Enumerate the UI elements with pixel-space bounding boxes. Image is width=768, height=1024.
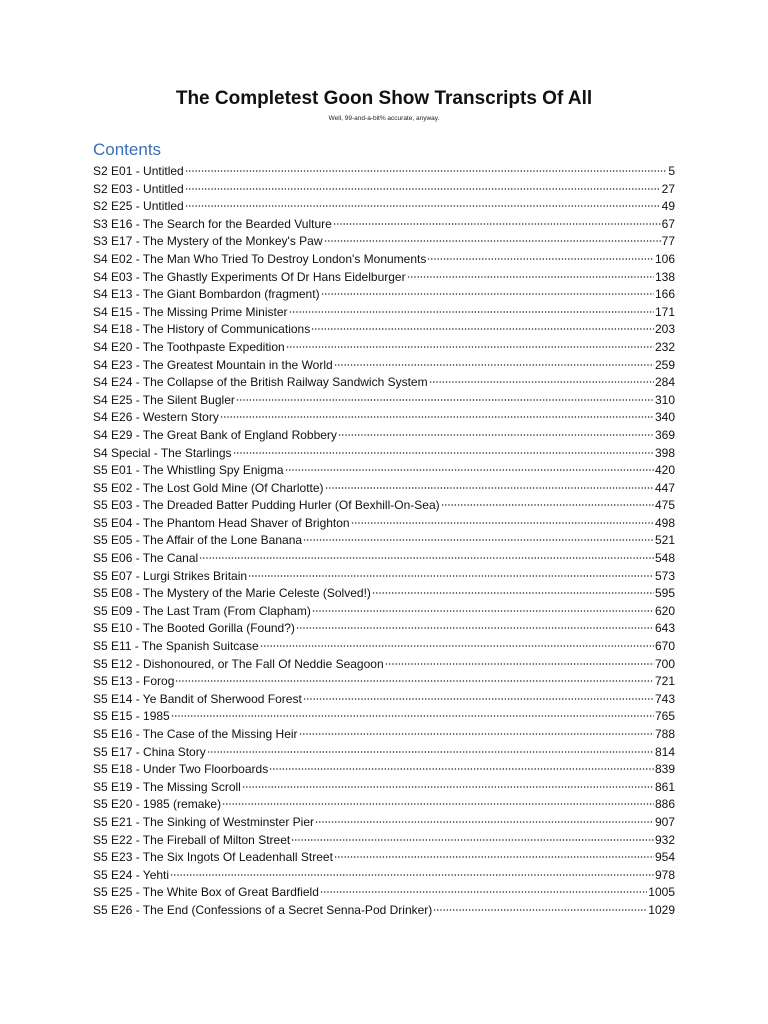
toc-entry[interactable] <box>93 657 675 675</box>
toc-entry-page-number: 498 <box>654 515 675 530</box>
toc-entry-title: S5 E23 - The Six Ingots Of Leadenhall Street <box>93 850 333 865</box>
toc-entry-title: S4 E13 - The Giant Bombardon (fragment) <box>93 287 320 302</box>
toc-dot-leader <box>334 364 654 366</box>
toc-entry[interactable] <box>93 498 675 516</box>
toc-entry[interactable] <box>93 252 675 270</box>
toc-dot-leader <box>407 276 654 278</box>
toc-entry-title: S4 E03 - The Ghastly Experiments Of Dr Hans Eidelburger <box>93 269 406 284</box>
toc-entry-title: S4 E02 - The Man Who Tried To Destroy London's Monuments <box>93 251 427 266</box>
toc-entry-page-number: 861 <box>654 779 675 794</box>
toc-dot-leader <box>338 434 654 436</box>
toc-entry-page-number: 548 <box>654 551 675 566</box>
toc-entry-page-number: 620 <box>654 603 675 618</box>
toc-entry[interactable] <box>93 322 675 340</box>
toc-entry[interactable] <box>93 428 675 446</box>
toc-entry-title: S5 E08 - The Mystery of the Marie Celeste (Solved!) <box>93 586 371 601</box>
toc-entry-title: S4 E25 - The Silent Bugler <box>93 392 235 407</box>
toc-entry-page-number: 310 <box>654 392 675 407</box>
toc-entry[interactable] <box>93 393 675 411</box>
toc-entry[interactable] <box>93 604 675 622</box>
toc-entry-page-number: 171 <box>654 304 675 319</box>
toc-entry-page-number: 1005 <box>648 885 675 900</box>
toc-dot-leader <box>427 258 654 260</box>
toc-entry-title: S4 E29 - The Great Bank of England Robbery <box>93 427 337 442</box>
toc-entry-page-number: 839 <box>654 762 675 777</box>
toc-entry[interactable] <box>93 797 675 815</box>
toc-entry-title: S5 E24 - Yehti <box>93 867 170 882</box>
toc-dot-leader <box>333 223 661 225</box>
toc-dot-leader <box>325 487 654 489</box>
toc-entry[interactable] <box>93 516 675 534</box>
toc-entry-title: S5 E11 - The Spanish Suitcase <box>93 639 259 654</box>
toc-dot-leader <box>185 170 668 172</box>
toc-entry-title: S5 E20 - 1985 (remake) <box>93 797 222 812</box>
toc-entry-title: S2 E25 - Untitled <box>93 199 184 214</box>
toc-entry-page-number: 643 <box>654 621 675 636</box>
toc-entry-page-number: 398 <box>654 445 675 460</box>
toc-entry-title: S5 E22 - The Fireball of Milton Street <box>93 832 291 847</box>
document-title: The Completest Goon Show Transcripts Of All <box>175 88 593 109</box>
toc-entry-page-number: 203 <box>654 322 675 337</box>
toc-entry-title: S4 E23 - The Greatest Mountain in the World <box>93 357 333 372</box>
toc-entry[interactable] <box>93 569 675 587</box>
toc-dot-leader <box>433 909 647 911</box>
toc-entry-title: S5 E13 - Forog <box>93 674 175 689</box>
toc-entry-title: S5 E06 - The Canal <box>93 551 199 566</box>
toc-dot-leader <box>286 346 654 348</box>
toc-dot-leader <box>242 786 654 788</box>
toc-entry-page-number: 420 <box>654 463 675 478</box>
toc-entry[interactable] <box>93 358 675 376</box>
toc-dot-leader <box>170 874 654 876</box>
toc-entry[interactable] <box>93 621 675 639</box>
toc-entry-title: S5 E14 - Ye Bandit of Sherwood Forest <box>93 691 302 706</box>
toc-entry-page-number: 700 <box>654 656 675 671</box>
toc-entry[interactable] <box>93 481 675 499</box>
toc-dot-leader <box>312 610 654 612</box>
toc-entry-page-number: 1029 <box>648 902 675 917</box>
toc-entry[interactable] <box>93 727 675 745</box>
toc-entry-page-number: 369 <box>654 427 675 442</box>
toc-entry-title: S5 E21 - The Sinking of Westminster Pier <box>93 814 314 829</box>
toc-entry[interactable] <box>93 868 675 886</box>
toc-dot-leader <box>248 575 654 577</box>
toc-entry-page-number: 954 <box>654 850 675 865</box>
toc-entry-page-number: 521 <box>654 533 675 548</box>
toc-dot-leader <box>303 539 654 541</box>
toc-entry[interactable] <box>93 885 675 903</box>
toc-dot-leader <box>289 311 654 313</box>
toc-entry-title: S4 E20 - The Toothpaste Expedition <box>93 339 285 354</box>
toc-dot-leader <box>175 680 654 682</box>
toc-entry[interactable] <box>93 287 675 305</box>
toc-entry-page-number: 5 <box>668 164 675 178</box>
toc-dot-leader <box>320 891 647 893</box>
table-of-contents <box>93 164 675 921</box>
toc-entry-page-number: 573 <box>654 568 675 583</box>
toc-entry-page-number: 907 <box>654 814 675 829</box>
toc-entry-page-number: 978 <box>654 867 675 882</box>
toc-entry-page-number: 595 <box>654 586 675 601</box>
toc-entry[interactable] <box>93 833 675 851</box>
toc-entry[interactable] <box>93 305 675 323</box>
toc-entry[interactable] <box>93 815 675 833</box>
toc-entry-page-number: 932 <box>654 832 675 847</box>
toc-dot-leader <box>334 856 654 858</box>
toc-entry-title: S5 E03 - The Dreaded Batter Pudding Hurler (Of Bexhill-On-Sea) <box>93 498 440 513</box>
toc-dot-leader <box>269 768 654 770</box>
toc-entry-title: S5 E02 - The Lost Gold Mine (Of Charlotte) <box>93 480 324 495</box>
toc-dot-leader <box>220 416 654 418</box>
toc-entry-title: S4 E24 - The Collapse of the British Railway Sandwich System <box>93 375 428 390</box>
toc-entry-page-number: 814 <box>654 744 675 759</box>
toc-entry[interactable] <box>93 692 675 710</box>
toc-entry-title: S5 E09 - The Last Tram (From Clapham) <box>93 603 311 618</box>
toc-dot-leader <box>311 328 654 330</box>
toc-entry-title: S5 E10 - The Booted Gorilla (Found?) <box>93 621 295 636</box>
toc-dot-leader <box>222 803 654 805</box>
toc-entry-title: S5 E16 - The Case of the Missing Heir <box>93 727 298 741</box>
toc-entry[interactable] <box>93 850 675 868</box>
toc-dot-leader <box>207 751 654 753</box>
toc-entry[interactable] <box>93 410 675 428</box>
toc-entry-page-number: 166 <box>654 287 675 302</box>
toc-entry-title: S4 Special - The Starlings <box>93 445 232 460</box>
toc-entry[interactable] <box>93 674 675 692</box>
toc-entry-title: S3 E17 - The Mystery of the Monkey's Paw <box>93 234 323 249</box>
toc-entry-page-number: 49 <box>661 199 675 214</box>
toc-entry[interactable] <box>93 551 675 569</box>
toc-dot-leader <box>299 733 654 735</box>
toc-entry-page-number: 138 <box>654 269 675 284</box>
toc-entry[interactable] <box>93 745 675 763</box>
toc-dot-leader <box>285 469 654 471</box>
contents-heading: Contents <box>93 140 162 159</box>
toc-entry[interactable] <box>93 234 675 252</box>
toc-dot-leader <box>321 293 654 295</box>
toc-entry[interactable] <box>93 164 675 182</box>
toc-entry-title: S5 E26 - The End (Confessions of a Secret Senna-Pod Drinker) <box>93 902 433 917</box>
toc-dot-leader <box>233 452 654 454</box>
toc-entry-title: S5 E15 - 1985 <box>93 709 170 724</box>
toc-dot-leader <box>429 381 654 383</box>
toc-entry[interactable] <box>93 199 675 217</box>
toc-dot-leader <box>372 592 654 594</box>
toc-dot-leader <box>199 557 654 559</box>
toc-entry-title: S5 E18 - Under Two Floorboards <box>93 762 269 777</box>
toc-entry-title: S5 E25 - The White Box of Great Bardfield <box>93 885 319 900</box>
toc-entry-title: S5 E01 - The Whistling Spy Enigma <box>93 463 284 478</box>
toc-entry[interactable] <box>93 375 675 393</box>
toc-dot-leader <box>291 839 654 841</box>
toc-entry[interactable] <box>93 182 675 200</box>
toc-entry-page-number: 788 <box>654 727 675 741</box>
toc-entry[interactable] <box>93 446 675 464</box>
toc-entry-page-number: 259 <box>654 357 675 372</box>
toc-dot-leader <box>324 240 661 242</box>
toc-entry[interactable] <box>93 270 675 288</box>
toc-entry-title: S2 E03 - Untitled <box>93 181 184 196</box>
toc-entry[interactable] <box>93 762 675 780</box>
toc-entry[interactable] <box>93 217 675 235</box>
toc-entry[interactable] <box>93 639 675 657</box>
toc-entry[interactable] <box>93 903 675 921</box>
toc-entry-title: S5 E05 - The Affair of the Lone Banana <box>93 533 303 548</box>
document-subtitle: Well, 99-and-a-bit% accurate, anyway. <box>328 115 440 122</box>
toc-entry-page-number: 475 <box>654 498 675 513</box>
toc-entry-page-number: 743 <box>654 691 675 706</box>
toc-entry-page-number: 447 <box>654 480 675 495</box>
toc-entry-title: S5 E12 - Dishonoured, or The Fall Of Neddie Seagoon <box>93 656 384 671</box>
toc-dot-leader <box>296 627 654 629</box>
toc-entry-page-number: 284 <box>654 375 675 390</box>
toc-dot-leader <box>351 522 654 524</box>
toc-dot-leader <box>441 504 654 506</box>
toc-entry-title: S4 E26 - Western Story <box>93 410 219 425</box>
toc-entry-page-number: 106 <box>654 251 675 266</box>
toc-entry[interactable] <box>93 586 675 604</box>
toc-entry-page-number: 670 <box>654 639 675 654</box>
toc-entry-page-number: 765 <box>654 709 675 724</box>
toc-entry-title: S5 E19 - The Missing Scroll <box>93 779 241 794</box>
toc-entry-title: S4 E15 - The Missing Prime Minister <box>93 304 288 319</box>
toc-dot-leader <box>385 663 654 665</box>
toc-dot-leader <box>171 715 654 717</box>
toc-entry[interactable] <box>93 340 675 358</box>
toc-entry-page-number: 232 <box>654 339 675 354</box>
toc-entry[interactable] <box>93 463 675 481</box>
toc-dot-leader <box>185 188 661 190</box>
toc-entry-title: S2 E01 - Untitled <box>93 164 184 178</box>
toc-dot-leader <box>303 698 654 700</box>
toc-entry-title: S4 E18 - The History of Communications <box>93 322 311 337</box>
toc-dot-leader <box>185 205 661 207</box>
toc-entry-title: S3 E16 - The Search for the Bearded Vulture <box>93 216 332 231</box>
toc-entry-title: S5 E04 - The Phantom Head Shaver of Brighton <box>93 515 350 530</box>
toc-entry-title: S5 E07 - Lurgi Strikes Britain <box>93 568 248 583</box>
toc-dot-leader <box>260 645 654 647</box>
toc-entry-page-number: 886 <box>654 797 675 812</box>
toc-entry-page-number: 721 <box>654 674 675 689</box>
toc-dot-leader <box>315 821 654 823</box>
toc-entry[interactable] <box>93 533 675 551</box>
toc-entry-page-number: 340 <box>654 410 675 425</box>
toc-entry-page-number: 67 <box>661 216 675 231</box>
toc-entry-page-number: 27 <box>661 181 675 196</box>
toc-entry[interactable] <box>93 780 675 798</box>
toc-entry[interactable] <box>93 709 675 727</box>
toc-dot-leader <box>236 399 654 401</box>
toc-entry-page-number: 77 <box>661 234 675 249</box>
toc-entry-title: S5 E17 - China Story <box>93 744 206 759</box>
